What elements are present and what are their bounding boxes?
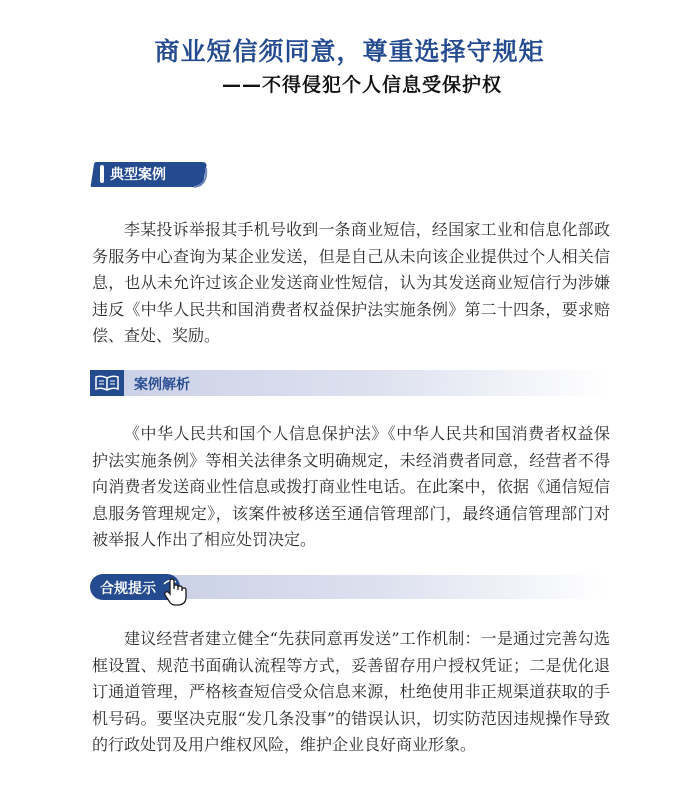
section-heading-typical-case	[90, 159, 210, 189]
section-body-typical-case: 李某投诉举报其手机号收到一条商业短信，经国家工业和信息化部政务服务中心查询为某企业发送，但是自己从未向该企业提供过个人相关信息，也从未允许过该企业发送商业性短信，认为其发送商业短信行为涉嫌违反《中华人民共和国消费者权益保护法实施条例》第二十四条，要求赔偿、查处、奖励。	[92, 220, 610, 345]
section-heading-label: 案例解析	[134, 377, 190, 393]
page-subtitle: ——不得侵犯个人信息受保护权	[222, 74, 503, 96]
section-body-compliance-tips: 建议经营者建立健全“先获同意再发送”工作机制：一是通过完善勾选框设置、规范书面确认流程等方式，妥善留存用户授权凭证；二是优化退订通道管理，严格核查短信受众信息来源，杜绝使用非正规渠道获取的手机号码。要坚决克服“发几条没事”的错误认识，切实防范因违规操作导致的行政处罚及用户维权风险，维护企业良好商业形象。	[92, 629, 610, 754]
hand-pointer-icon	[160, 576, 190, 608]
section-heading-label: 合规提示	[100, 581, 156, 597]
section-heading-compliance-tips	[90, 574, 610, 600]
section-body-case-analysis: 《中华人民共和国个人信息保护法》《中华人民共和国消费者权益保护法实施条例》等相关法律条文明确规定，未经消费者同意，经营者不得向消费者发送商业性信息或拨打商业性电话。在此案中，依据《通信短信息服务管理规定》，该案件被移送至通信管理部门，最终通信管理部门对被举报人作出了相应处罚决定。	[92, 424, 610, 549]
section-heading-band	[150, 575, 610, 599]
section-heading-case-analysis	[90, 370, 610, 396]
page-title: 商业短信须同意，尊重选择守规矩	[154, 37, 545, 66]
open-book-icon	[90, 370, 124, 396]
section-heading-label: 典型案例	[110, 167, 166, 183]
